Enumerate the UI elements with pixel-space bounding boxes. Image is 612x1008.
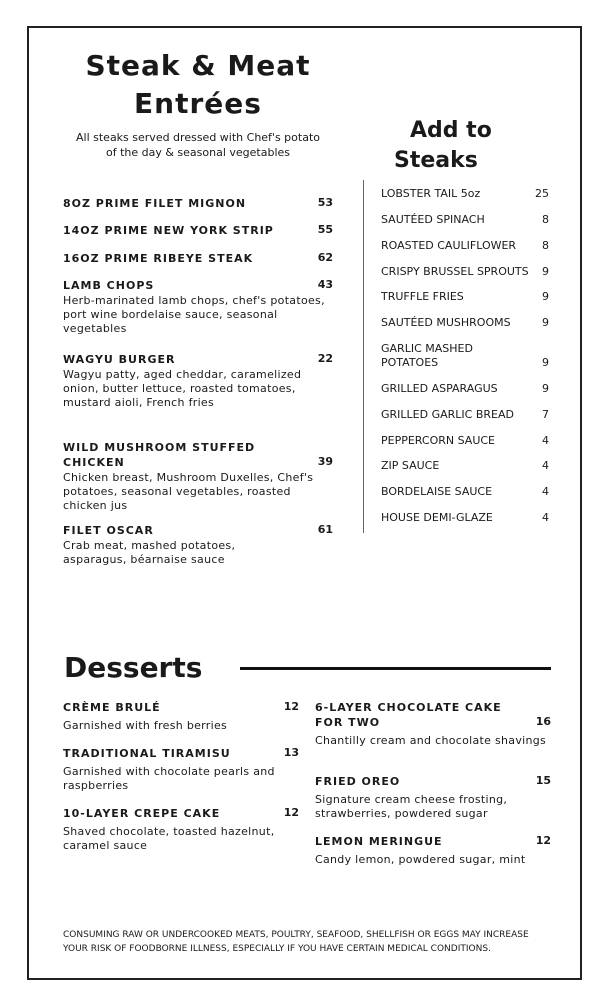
add-on-item (381, 511, 549, 525)
food-safety-disclaimer: CONSUMING RAW OR UNDERCOOKED MEATS, POULTRY, SEAFOOD, SHELLFISH OR EGGS MAY INCREASE YOUR RISK OF FOODBORNE ILLNESS, ESPECIALLY IF YOU HAVE CERTAIN MEDICAL CONDITIONS. (63, 930, 529, 954)
desserts-title: Desserts (64, 651, 203, 684)
add-on-item (381, 265, 549, 279)
add-on-item (381, 408, 549, 422)
add-on-name: CRISPY BRUSSEL SPROUTS (381, 265, 529, 278)
item-price: 12 (283, 806, 299, 819)
add-on-price: 8 (542, 239, 549, 252)
item-description: Chicken breast, Mushroom Duxelles, Chef's potatoes, seasonal vegetables, roasted chicken jus (63, 471, 314, 512)
item-name: WILD MUSHROOM STUFFED CHICKEN (63, 441, 256, 469)
item-name: 8OZ PRIME FILET MIGNON (63, 197, 247, 210)
add-on-item (381, 342, 549, 370)
add-on-name: SAUTÉED SPINACH (381, 213, 485, 226)
add-on-price: 9 (542, 382, 549, 395)
add-on-price: 4 (542, 485, 549, 498)
dessert-item (63, 700, 299, 733)
add-on-price: 4 (542, 434, 549, 447)
add-on-item (381, 316, 549, 330)
item-description: Herb-marinated lamb chops, chef's potatoes, port wine bordelaise sauce, seasonal vegetables (63, 294, 325, 335)
add-on-name: ROASTED CAULIFLOWER (381, 239, 517, 252)
add-on-item (381, 239, 549, 253)
add-on-name: TRUFFLE FRIES (381, 290, 464, 303)
add-on-price: 9 (542, 316, 549, 329)
add-on-price: 9 (542, 265, 549, 278)
add-section-title (394, 116, 492, 176)
item-description: Signature cream cheese frosting, strawberries, powdered sugar (315, 793, 508, 820)
add-on-name: ZIP SAUCE (381, 459, 440, 472)
item-price: 43 (317, 278, 333, 291)
add-on-item (381, 434, 549, 448)
add-on-price: 9 (542, 290, 549, 303)
steak-section-title-line2: Entrées (134, 87, 262, 120)
add-on-name: GRILLED ASPARAGUS (381, 382, 498, 395)
menu-item (63, 440, 333, 513)
add-on-item (381, 187, 549, 201)
item-name: LAMB CHOPS (63, 279, 155, 292)
item-name: WAGYU BURGER (63, 353, 176, 366)
add-on-name: LOBSTER TAIL 5oz (381, 187, 481, 200)
item-description: Garnished with fresh berries (63, 719, 228, 732)
item-name: 14OZ PRIME NEW YORK STRIP (63, 224, 274, 237)
add-on-price: 4 (542, 511, 549, 524)
menu-item (63, 196, 333, 211)
add-on-price: 25 (535, 187, 549, 200)
add-on-item (381, 290, 549, 304)
item-description: Crab meat, mashed potatoes, asparagus, béarnaise sauce (63, 539, 236, 566)
add-on-name: GARLIC MASHED POTATOES (381, 342, 473, 369)
item-name: TRADITIONAL TIRAMISU (63, 747, 231, 760)
item-price: 13 (283, 746, 299, 759)
menu-item (63, 278, 333, 336)
item-price: 39 (317, 455, 333, 468)
add-on-name: SAUTÉED MUSHROOMS (381, 316, 511, 329)
add-on-item (381, 213, 549, 227)
menu-item (63, 523, 333, 567)
add-on-item (381, 382, 549, 396)
dessert-item (63, 806, 299, 853)
item-name: FRIED OREO (315, 775, 401, 788)
add-section-title-line1: Add to (410, 118, 492, 143)
item-description: Chantilly cream and chocolate shavings (315, 734, 547, 747)
add-section-divider (363, 180, 364, 533)
dessert-item (63, 746, 299, 793)
desserts-divider (240, 667, 551, 670)
item-name: FILET OSCAR (63, 524, 154, 537)
item-price: 22 (317, 352, 333, 365)
item-name: CRÈME BRULÉ (63, 701, 161, 714)
item-price: 16 (535, 715, 551, 728)
item-price: 61 (317, 523, 333, 536)
item-price: 53 (317, 196, 333, 209)
add-section-title-line2: Steaks (394, 148, 478, 173)
add-on-price: 4 (542, 459, 549, 472)
add-on-name: HOUSE DEMI-GLAZE (381, 511, 493, 524)
item-name: LEMON MERINGUE (315, 835, 443, 848)
item-price: 62 (317, 251, 333, 264)
menu-item (63, 352, 333, 410)
menu-item (63, 251, 333, 266)
add-on-name: GRILLED GARLIC BREAD (381, 408, 514, 421)
add-on-name: BORDELAISE SAUCE (381, 485, 493, 498)
steak-section-title-line1: Steak & Meat (85, 49, 311, 82)
add-on-item (381, 459, 549, 473)
item-price: 12 (283, 700, 299, 713)
item-description: Garnished with chocolate pearls and raspberries (63, 765, 275, 792)
add-on-name: PEPPERCORN SAUCE (381, 434, 495, 447)
item-price: 15 (535, 774, 551, 787)
item-name: 16OZ PRIME RIBEYE STEAK (63, 252, 254, 265)
item-description: Shaved chocolate, toasted hazelnut, caramel sauce (63, 825, 275, 852)
add-on-price: 7 (542, 408, 549, 421)
item-name: 10-LAYER CREPE CAKE (63, 807, 221, 820)
item-price: 12 (535, 834, 551, 847)
steak-section-subtitle: All steaks served dressed with Chef's potato of the day & seasonal vegetables (76, 131, 320, 159)
item-price: 55 (317, 223, 333, 236)
dessert-item (315, 700, 551, 748)
item-description: Wagyu patty, aged cheddar, caramelized onion, butter lettuce, roasted tomatoes, mustard aioli, French fries (63, 368, 302, 409)
add-on-price: 8 (542, 213, 549, 226)
dessert-item (315, 834, 551, 867)
item-description: Candy lemon, powdered sugar, mint (315, 853, 526, 866)
item-name: 6-LAYER CHOCOLATE CAKE FOR TWO (315, 701, 502, 729)
menu-item (63, 223, 333, 238)
dessert-item (315, 774, 551, 821)
add-on-price: 9 (542, 356, 549, 369)
add-on-item (381, 485, 549, 499)
